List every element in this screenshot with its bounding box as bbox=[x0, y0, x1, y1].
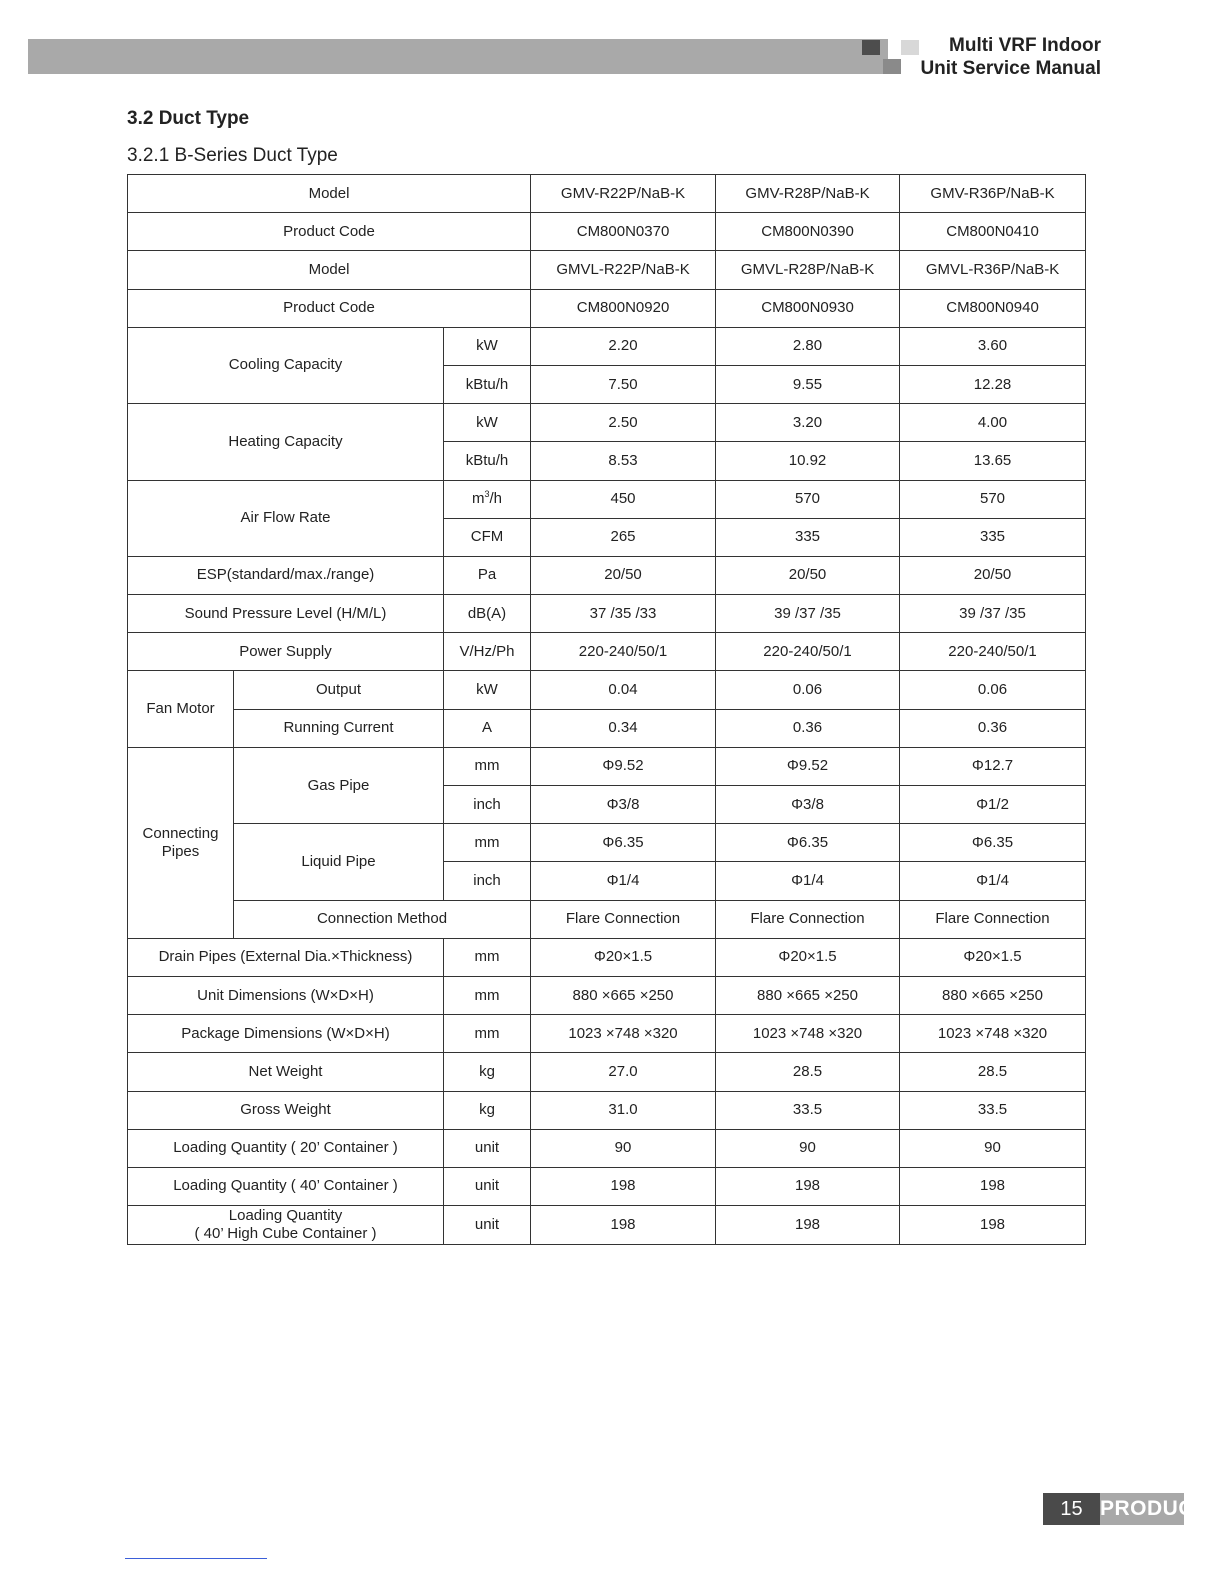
table-cell: 335 bbox=[716, 518, 900, 556]
row-label: Connection Method bbox=[234, 900, 531, 938]
header-square-mid bbox=[883, 59, 901, 74]
table-cell: 220-240/50/1 bbox=[531, 633, 716, 671]
page-section-label: PRODUCT bbox=[1100, 1493, 1184, 1525]
row-label: Model bbox=[128, 175, 531, 213]
table-row bbox=[128, 213, 1086, 251]
table-row bbox=[128, 976, 1086, 1014]
table-cell: 27.0 bbox=[531, 1053, 716, 1091]
unit-cell bbox=[444, 480, 531, 518]
unit-cell: mm bbox=[444, 938, 531, 976]
table-cell: 20/50 bbox=[716, 556, 900, 594]
table-cell: 90 bbox=[531, 1129, 716, 1167]
table-cell: 1023 ×748 ×320 bbox=[531, 1015, 716, 1053]
table-cell: 3.60 bbox=[900, 327, 1086, 365]
table-cell: Flare Connection bbox=[900, 900, 1086, 938]
unit-cell: Pa bbox=[444, 556, 531, 594]
header-square-light bbox=[901, 40, 919, 55]
table-cell: 198 bbox=[716, 1167, 900, 1205]
row-label-line1: Loading Quantity bbox=[228, 1207, 343, 1225]
table-cell: 1023 ×748 ×320 bbox=[716, 1015, 900, 1053]
table-cell: 220-240/50/1 bbox=[716, 633, 900, 671]
unit-cell: kg bbox=[444, 1091, 531, 1129]
row-label: Cooling Capacity bbox=[128, 327, 444, 403]
unit-cell: kW bbox=[444, 671, 531, 709]
table-cell: 198 bbox=[531, 1167, 716, 1205]
table-cell: 7.50 bbox=[531, 365, 716, 403]
table-cell: 198 bbox=[531, 1206, 716, 1245]
unit-cell: inch bbox=[444, 862, 531, 900]
table-cell: 31.0 bbox=[531, 1091, 716, 1129]
row-label bbox=[128, 1206, 444, 1245]
table-cell: Φ3/8 bbox=[531, 786, 716, 824]
table-cell: 28.5 bbox=[900, 1053, 1086, 1091]
table-row bbox=[128, 1015, 1086, 1053]
row-group-label bbox=[128, 747, 234, 938]
header-square-dark bbox=[862, 40, 880, 55]
unit-cell: dB(A) bbox=[444, 595, 531, 633]
table-cell: 20/50 bbox=[900, 556, 1086, 594]
table-cell: Φ20×1.5 bbox=[716, 938, 900, 976]
unit-cell: kg bbox=[444, 1053, 531, 1091]
unit-tail: /h bbox=[489, 490, 503, 508]
unit-cell: mm bbox=[444, 976, 531, 1014]
table-cell: 0.34 bbox=[531, 709, 716, 747]
table-row bbox=[128, 1091, 1086, 1129]
table-row bbox=[128, 747, 1086, 785]
table-cell: Φ20×1.5 bbox=[531, 938, 716, 976]
row-group-label: Fan Motor bbox=[128, 671, 234, 747]
table-row bbox=[128, 404, 1086, 442]
row-label: Product Code bbox=[128, 213, 531, 251]
table-cell: 570 bbox=[716, 480, 900, 518]
table-cell: Φ1/2 bbox=[900, 786, 1086, 824]
manual-title bbox=[920, 34, 1101, 80]
row-label: Air Flow Rate bbox=[128, 480, 444, 556]
table-cell: CM800N0920 bbox=[531, 289, 716, 327]
table-cell: 9.55 bbox=[716, 365, 900, 403]
table-row bbox=[128, 1129, 1086, 1167]
table-cell: 90 bbox=[900, 1129, 1086, 1167]
table-row bbox=[128, 671, 1086, 709]
row-label: Product Code bbox=[128, 289, 531, 327]
unit-base: m bbox=[471, 490, 485, 508]
table-cell: 0.06 bbox=[900, 671, 1086, 709]
table-cell: 0.04 bbox=[531, 671, 716, 709]
table-cell: Φ12.7 bbox=[900, 747, 1086, 785]
unit-cell: mm bbox=[444, 824, 531, 862]
unit-cell: inch bbox=[444, 786, 531, 824]
manual-title-line2: Unit Service Manual bbox=[920, 58, 1101, 79]
row-label: Heating Capacity bbox=[128, 404, 444, 480]
table-cell: 198 bbox=[900, 1167, 1086, 1205]
table-row bbox=[128, 1053, 1086, 1091]
row-label: ESP(standard/max./range) bbox=[128, 556, 444, 594]
table-cell: GMV-R36P/NaB-K bbox=[900, 175, 1086, 213]
row-label: Gas Pipe bbox=[234, 747, 444, 823]
table-cell: CM800N0370 bbox=[531, 213, 716, 251]
table-cell: 39 /37 /35 bbox=[716, 595, 900, 633]
table-cell: 2.20 bbox=[531, 327, 716, 365]
table-cell: GMVL-R28P/NaB-K bbox=[716, 251, 900, 289]
unit-superscript: 3 bbox=[484, 489, 490, 500]
row-label: Model bbox=[128, 251, 531, 289]
table-cell: 10.92 bbox=[716, 442, 900, 480]
table-cell: Φ1/4 bbox=[531, 862, 716, 900]
unit-cell: CFM bbox=[444, 518, 531, 556]
section-title: 3.2 Duct Type bbox=[127, 108, 250, 129]
table-cell: CM800N0940 bbox=[900, 289, 1086, 327]
unit-cell: unit bbox=[444, 1167, 531, 1205]
table-cell: GMVL-R36P/NaB-K bbox=[900, 251, 1086, 289]
table-cell: 1023 ×748 ×320 bbox=[900, 1015, 1086, 1053]
table-cell: 335 bbox=[900, 518, 1086, 556]
table-cell: 3.20 bbox=[716, 404, 900, 442]
table-row bbox=[128, 824, 1086, 862]
table-cell: 37 /35 /33 bbox=[531, 595, 716, 633]
row-label: Liquid Pipe bbox=[234, 824, 444, 900]
row-label: Loading Quantity ( 40’ Container ) bbox=[128, 1167, 444, 1205]
row-label: Sound Pressure Level (H/M/L) bbox=[128, 595, 444, 633]
unit-cell: kW bbox=[444, 404, 531, 442]
table-cell: Flare Connection bbox=[716, 900, 900, 938]
table-cell: 33.5 bbox=[716, 1091, 900, 1129]
table-cell: 220-240/50/1 bbox=[900, 633, 1086, 671]
table-row bbox=[128, 289, 1086, 327]
unit-cell: unit bbox=[444, 1129, 531, 1167]
table-cell: 880 ×665 ×250 bbox=[531, 976, 716, 1014]
table-cell: CM800N0410 bbox=[900, 213, 1086, 251]
table-cell: 2.80 bbox=[716, 327, 900, 365]
table-cell: 0.36 bbox=[900, 709, 1086, 747]
table-cell: 4.00 bbox=[900, 404, 1086, 442]
table-cell: Φ6.35 bbox=[900, 824, 1086, 862]
table-row bbox=[128, 633, 1086, 671]
table-cell: Φ9.52 bbox=[531, 747, 716, 785]
unit-cell: kW bbox=[444, 327, 531, 365]
row-label: Drain Pipes (External Dia.×Thickness) bbox=[128, 938, 444, 976]
table-cell: 450 bbox=[531, 480, 716, 518]
table-cell: Φ6.35 bbox=[716, 824, 900, 862]
table-row bbox=[128, 480, 1086, 518]
row-label: Running Current bbox=[234, 709, 444, 747]
row-label: Package Dimensions (W×D×H) bbox=[128, 1015, 444, 1053]
table-row bbox=[128, 938, 1086, 976]
table-row bbox=[128, 1167, 1086, 1205]
table-row bbox=[128, 175, 1086, 213]
table-cell: 39 /37 /35 bbox=[900, 595, 1086, 633]
row-group-label-line1: Connecting bbox=[142, 824, 219, 842]
table-cell: 8.53 bbox=[531, 442, 716, 480]
table-row bbox=[128, 556, 1086, 594]
table-cell: 880 ×665 ×250 bbox=[900, 976, 1086, 1014]
table-cell: 0.06 bbox=[716, 671, 900, 709]
unit-cell: mm bbox=[444, 747, 531, 785]
table-row bbox=[128, 1206, 1086, 1245]
unit-cell: mm bbox=[444, 1015, 531, 1053]
unit-cell: V/Hz/Ph bbox=[444, 633, 531, 671]
unit-cell: kBtu/h bbox=[444, 365, 531, 403]
unit-cell: A bbox=[444, 709, 531, 747]
table-row bbox=[128, 595, 1086, 633]
table-cell: CM800N0390 bbox=[716, 213, 900, 251]
table-cell: Φ6.35 bbox=[531, 824, 716, 862]
row-label: Loading Quantity ( 20’ Container ) bbox=[128, 1129, 444, 1167]
table-cell: CM800N0930 bbox=[716, 289, 900, 327]
table-cell: Φ20×1.5 bbox=[900, 938, 1086, 976]
table-cell: 0.36 bbox=[716, 709, 900, 747]
table-cell: GMV-R28P/NaB-K bbox=[716, 175, 900, 213]
table-cell: 198 bbox=[716, 1206, 900, 1245]
table-cell: 13.65 bbox=[900, 442, 1086, 480]
table-cell: Flare Connection bbox=[531, 900, 716, 938]
table-cell: 12.28 bbox=[900, 365, 1086, 403]
table-cell: 90 bbox=[716, 1129, 900, 1167]
unit-cell: kBtu/h bbox=[444, 442, 531, 480]
page-number: 15 bbox=[1043, 1493, 1100, 1525]
row-label: Unit Dimensions (W×D×H) bbox=[128, 976, 444, 1014]
table-cell: 880 ×665 ×250 bbox=[716, 976, 900, 1014]
header-bar bbox=[28, 39, 888, 74]
table-cell: 198 bbox=[900, 1206, 1086, 1245]
unit-cell: unit bbox=[444, 1206, 531, 1245]
row-label: Output bbox=[234, 671, 444, 709]
row-label: Net Weight bbox=[128, 1053, 444, 1091]
table-cell: 2.50 bbox=[531, 404, 716, 442]
table-cell: 265 bbox=[531, 518, 716, 556]
spec-table bbox=[127, 174, 1086, 1245]
manual-title-line1: Multi VRF Indoor bbox=[949, 35, 1101, 56]
footer-link-line bbox=[125, 1558, 267, 1559]
table-cell: GMV-R22P/NaB-K bbox=[531, 175, 716, 213]
table-cell: Φ3/8 bbox=[716, 786, 900, 824]
table-cell: GMVL-R22P/NaB-K bbox=[531, 251, 716, 289]
row-group-label-line2: Pipes bbox=[161, 842, 200, 860]
table-row bbox=[128, 327, 1086, 365]
table-cell: 20/50 bbox=[531, 556, 716, 594]
table-cell: Φ1/4 bbox=[900, 862, 1086, 900]
table-cell: 570 bbox=[900, 480, 1086, 518]
table-cell: Φ9.52 bbox=[716, 747, 900, 785]
row-label: Power Supply bbox=[128, 633, 444, 671]
table-row bbox=[128, 709, 1086, 747]
table-row bbox=[128, 251, 1086, 289]
row-label: Gross Weight bbox=[128, 1091, 444, 1129]
table-cell: 33.5 bbox=[900, 1091, 1086, 1129]
row-label-line2: ( 40’ High Cube Container ) bbox=[194, 1225, 377, 1243]
table-cell: Φ1/4 bbox=[716, 862, 900, 900]
table-cell: 28.5 bbox=[716, 1053, 900, 1091]
subsection-title: 3.2.1 B-Series Duct Type bbox=[127, 145, 338, 166]
table-row bbox=[128, 900, 1086, 938]
